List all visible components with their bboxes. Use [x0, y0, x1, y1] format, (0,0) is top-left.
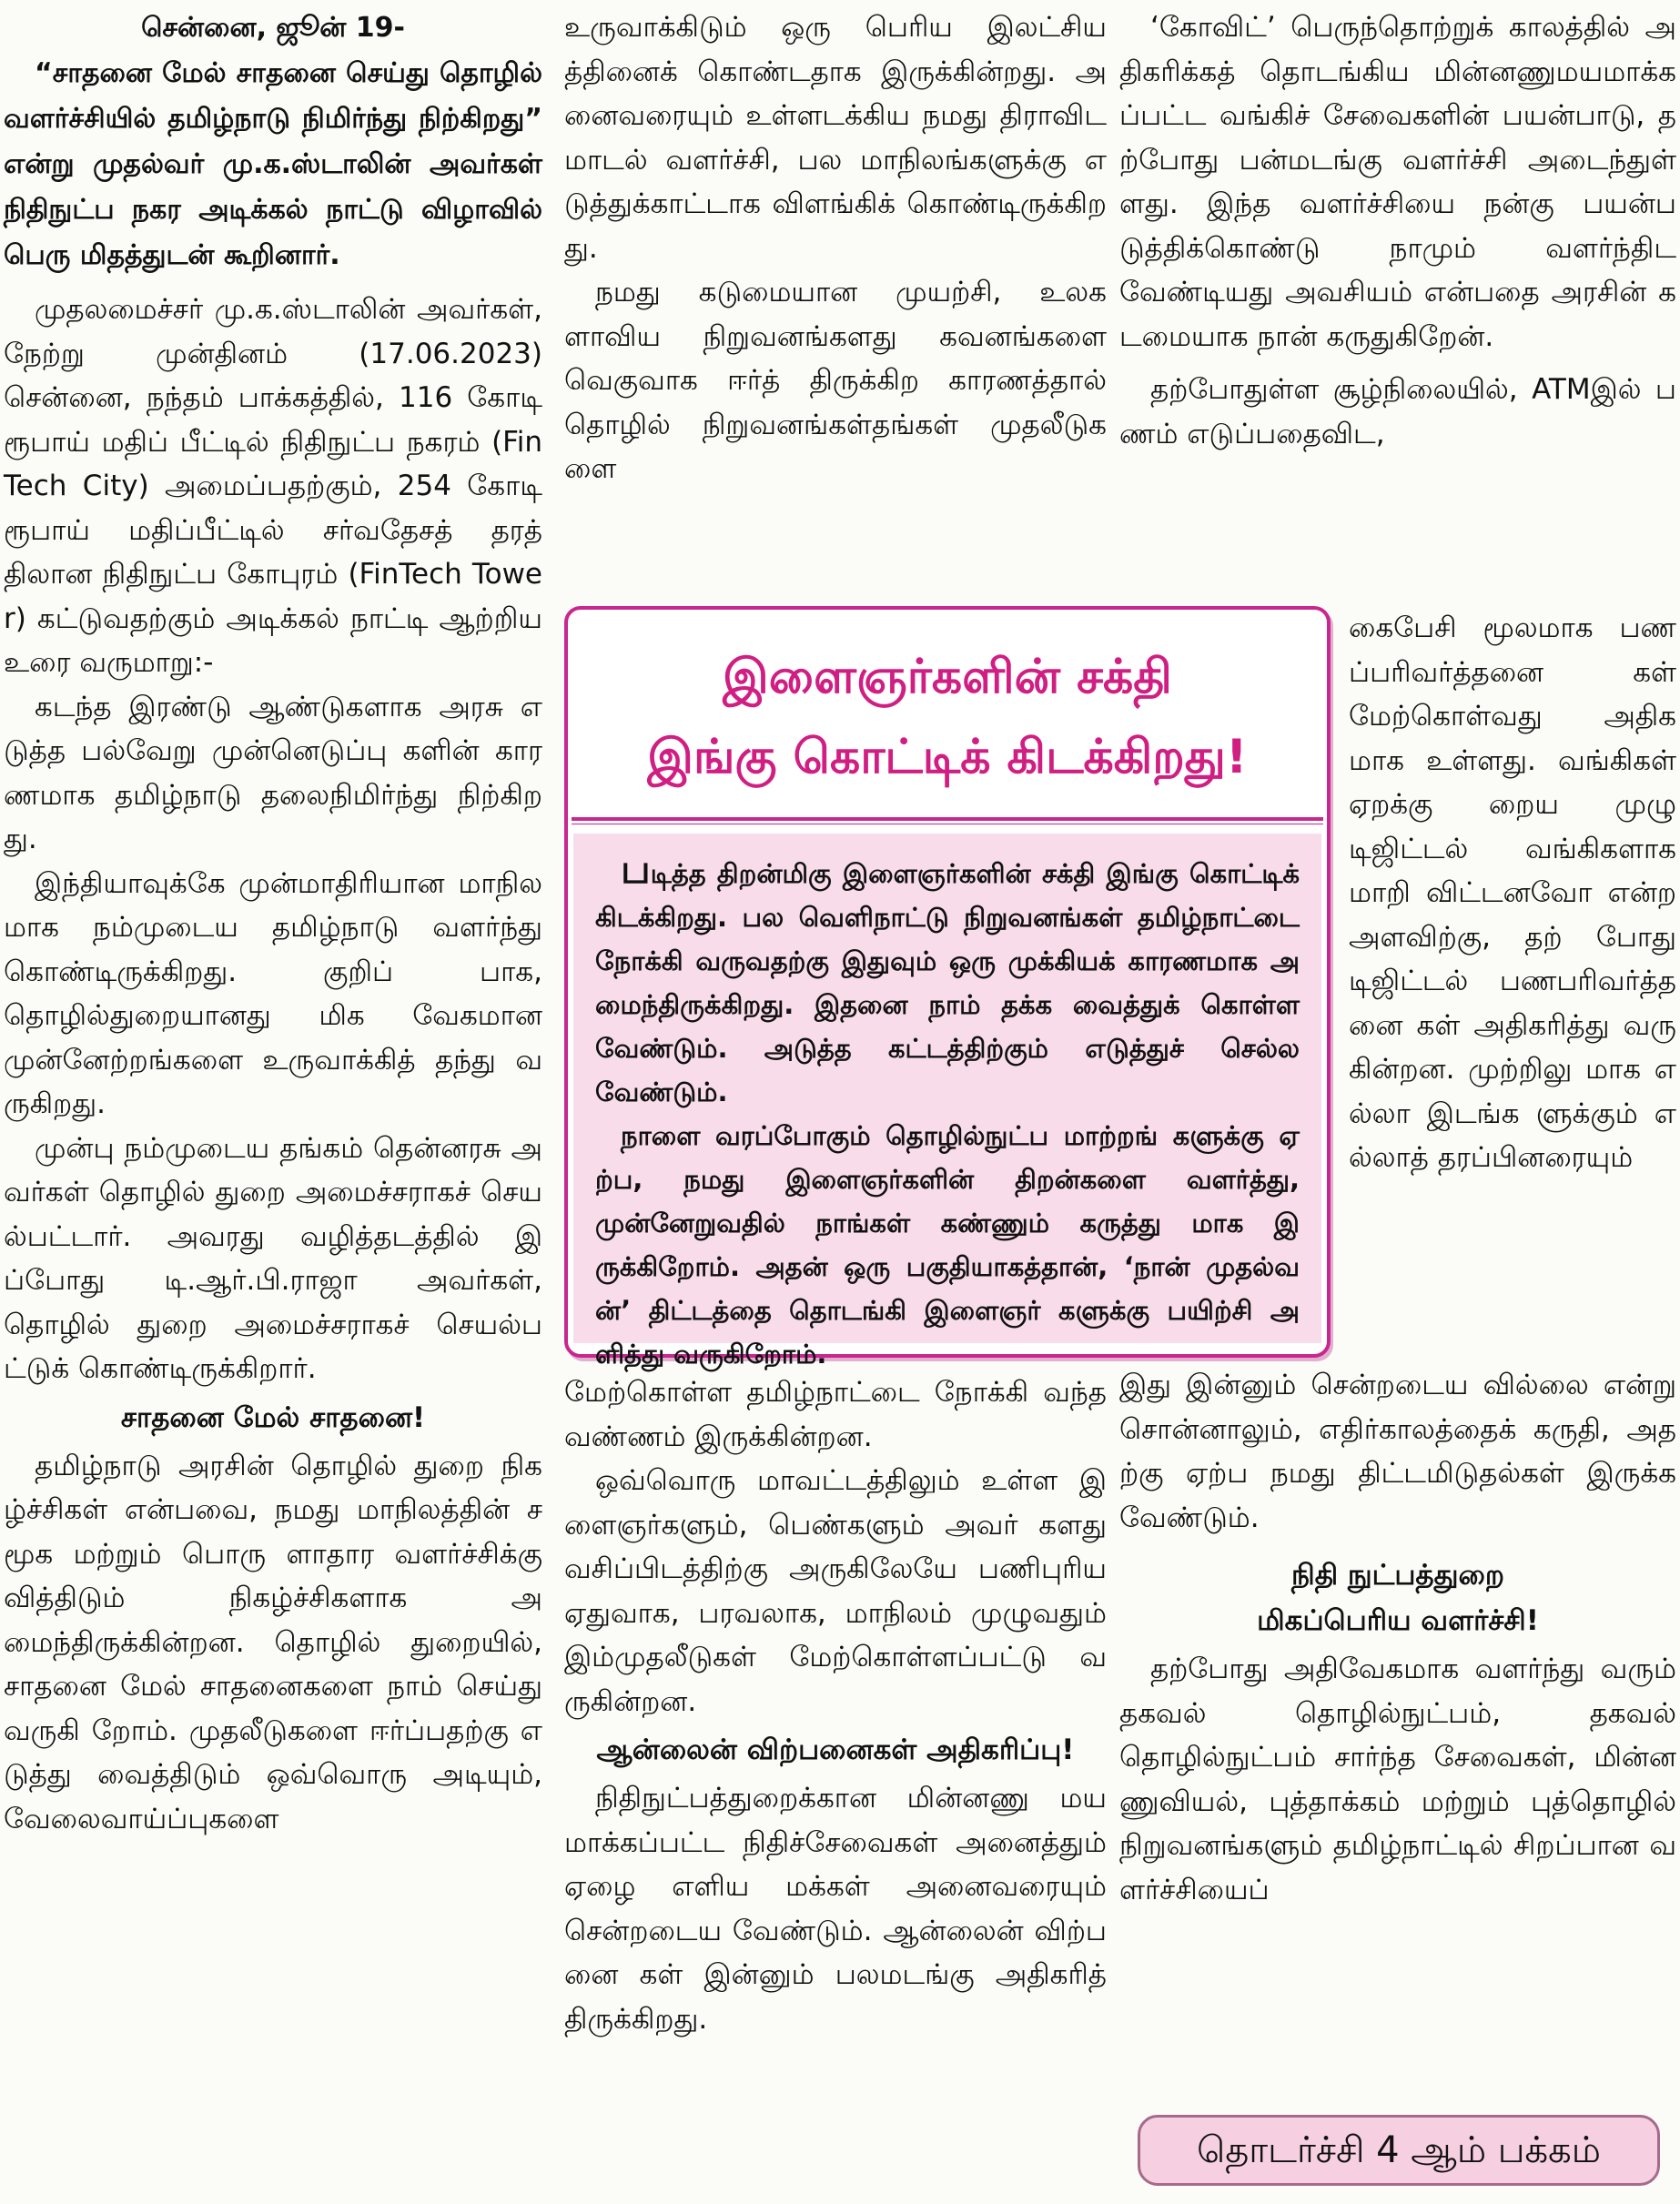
- highlight-title-line-2: இங்கு கொட்டிக் கிடக்கிறது!: [647, 730, 1248, 784]
- subheading: ஆன்லைன் விற்பனைகள் அதிகரிப்பு!: [596, 1734, 1075, 1766]
- highlight-title-line-1: இளைஞர்களின் சக்தி: [723, 650, 1172, 704]
- paragraph: ஒவ்வொரு மாவட்டத்திலும் உள்ள இளைஞர்களும், பெண்களும் அவர் களது வசிப்பிடத்திற்கு அருகிலேயே பணிபுரிய ஏதுவாக, பரவலாக, மாநிலம் முழுவதும் இம்முதலீடுகள் மேற்கொள்ளப்பட்டு வருகின்றன.: [564, 1464, 1107, 1718]
- paragraph: உருவாக்கிடும் ஒரு பெரிய இலட்சியத்தினைக் கொண்டதாக இருக்கின்றது. அனைவரையும் உள்ளடக்கிய நமது திராவிட மாடல் வளர்ச்சி, பல மாநிலங்களுக்கு எடுத்துக்காட்டாக விளங்கிக் கொண்டிருக்கிறது.: [564, 11, 1107, 265]
- paragraph: கைபேசி மூலமாக பணப்பரிவர்த்தனை கள் மேற்கொள்வது அதிகமாக உள்ளது. வங்கிகள் ஏறக்கு றைய முழு டிஜிட்டல் வங்கிகளாக மாறி விட்டனவோ என்ற அளவிற்கு, தற் போது டிஜிட்டல் பணபரிவர்த்தனை கள் அதிகரித்து வரு கின்றன. முற்றிலு மாக எல்லா இடங்க ளுக்கும் எல்லாத் தரப்பினரையும்: [1349, 612, 1676, 1174]
- column-1: [4, 5, 542, 1841]
- paragraph: முதலமைச்சர் மு.க.ஸ்டாலின் அவர்கள், நேற்று முன்தினம் (17.06.2023) சென்னை, நந்தம் பாக்கத்தில், 116 கோடி ரூபாய் மதிப் பீட்டில் நிதிநுட்ப நகரம் (FinTech City) அமைப்பதற்கும், 254 கோடி ரூபாய் மதிப்பீட்டில் சர்வதேசத் தரத் திலான நிதிநுட்ப கோபுரம் (FinTech Tower) கட்டுவதற்கும் அடிக்கல் நாட்டி ஆற்றிய உரை வருமாறு:-: [4, 293, 542, 679]
- paragraph: இந்தியாவுக்கே முன்மாதிரியான மாநிலமாக நம்முடைய தமிழ்நாடு வளர்ந்து கொண்டிருக்கிறது. குறிப் பாக, தொழில்துறையானது மிக வேகமான முன்னேற்றங்களை உருவாக்கித் தந்து வருகிறது.: [4, 866, 542, 1120]
- drop-cap: ப: [621, 846, 651, 893]
- paragraph: இது இன்னும் சென்றடைய வில்லை என்று சொன்னாலும், எதிர்காலத்தைக் கருதி, அதற்கு ஏற்ப நமது திட்டமிடுதல்கள் இருக்க வேண்டும்.: [1119, 1369, 1676, 1534]
- highlight-title: [568, 637, 1327, 797]
- highlight-paragraph: [595, 848, 1300, 1114]
- subheading: மிகப்பெரிய வளர்ச்சி!: [1257, 1604, 1539, 1637]
- column-3-bottom: [1119, 1363, 1676, 1912]
- highlight-paragraph: நாளை வரப்போகும் தொழில்நுட்ப மாற்றங் களுக்கு ஏற்ப, நமது இளைஞர்களின் திறன்களை வளர்த்து, முன்னேறுவதில் நாங்கள் கண்ணும் கருத்து மாக இருக்கிறோம். அதன் ஒரு பகுதியாகத்தான், ‘நான் முதல்வன்’ திட்டத்தை தொடங்கி இளைஞர் களுக்கு பயிற்சி அளித்து வருகிறோம்.: [595, 1120, 1300, 1370]
- column-3-narrow: [1349, 606, 1676, 1180]
- paragraph: நிதிநுட்பத்துறைக்கான மின்னணு மயமாக்கப்பட்ட நிதிச்சேவைகள் அனைத்தும் ஏழை எளிய மக்கள் அனைவரையும் சென்றடைய வேண்டும். ஆன்லைன் விற்பனை கள் இன்னும் பலமடங்கு அதிகரித் திருக்கிறது.: [564, 1782, 1107, 2036]
- column-2-bottom: [564, 1370, 1107, 2041]
- continued-on-page-4-button[interactable]: தொடர்ச்சி 4 ஆம் பக்கம்: [1138, 2115, 1660, 2186]
- subheading: நிதி நுட்பத்துறை: [1291, 1559, 1504, 1592]
- paragraph: தற்போதுள்ள சூழ்நிலையில், ATMஇல் பணம் எடுப்பதைவிட,: [1119, 373, 1676, 450]
- column-3-top: [1119, 5, 1676, 456]
- lead-paragraph: “சாதனை மேல் சாதனை செய்து தொழில் வளர்ச்சியில் தமிழ்நாடு நிமிர்ந்து நிற்கிறது” என்று முதல்வர் மு.க.ஸ்டாலின் அவர்கள் நிதிநுட்ப நகர அடிக்கல் நாட்டு விழாவில் பெரு மிதத்துடன் கூறினார்.: [4, 57, 542, 271]
- paragraph: மேற்கொள்ள தமிழ்நாட்டை நோக்கி வந்த வண்ணம் இருக்கின்றன.: [564, 1376, 1107, 1453]
- paragraph: நமது கடுமையான முயற்சி, உலகளாவிய நிறுவனங்களது கவனங்களை வெகுவாக ஈர்த் திருக்கிற காரணத்தால் தொழில் நிறுவனங்கள்தங்கள் முதலீடுகளை: [564, 276, 1107, 485]
- divider: [572, 817, 1323, 824]
- highlight-box: [564, 606, 1331, 1370]
- paragraph: கடந்த இரண்டு ஆண்டுகளாக அரசு எடுத்த பல்வேறு முன்னெடுப்பு களின் காரணமாக தமிழ்நாடு தலைநிமிர்ந்து நிற்கிறது.: [4, 690, 542, 855]
- paragraph: தமிழ்நாடு அரசின் தொழில் துறை நிகழ்ச்சிகள் என்பவை, நமது மாநிலத்தின் சமூக மற்றும் பொரு ளாதார வளர்ச்சிக்கு வித்திடும் நிகழ்ச்சிகளாக அமைந்திருக்கின்றன. தொழில் துறையில், சாதனை மேல் சாதனைகளை நாம் செய்து வருகி றோம். முதலீடுகளை ஈர்ப்பதற்கு எடுத்து வைத்திடும் ஒவ்வொரு அடியும், வேலைவாய்ப்புகளை: [4, 1449, 542, 1835]
- paragraph: ‘கோவிட்’ பெருந்தொற்றுக் காலத்தில் அதிகரிக்கத் தொடங்கிய மின்னணுமயமாக்கப்பட்ட வங்கிச் சேவைகளின் பயன்பாடு, தற்போது பன்மடங்கு வளர்ச்சி அடைந்துள் ளது. இந்த வளர்ச்சியை நன்கு பயன்படுத்திக்கொண்டு நாமும் வளர்ந்திடவேண்டியது அவசியம் என்பதை அரசின் கடமையாக நான் கருதுகிறேன்.: [1119, 11, 1676, 353]
- highlight-paragraph-text: டித்த திறன்மிகு இளைஞர்களின் சக்தி இங்கு கொட்டிக் கிடக்கிறது. பல வெளிநாட்டு நிறுவனங்கள் தமிழ்நாட்டை நோக்கி வருவதற்கு இதுவும் ஒரு முக்கியக் காரணமாக அமைந்திருக்கிறது. இதனை நாம் தக்க வைத்துக் கொள்ளவேண்டும். அடுத்த கட்டத்திற்கும் எடுத்துச் செல்லவேண்டும்.: [595, 858, 1300, 1107]
- paragraph: தற்போது அதிவேகமாக வளர்ந்து வரும் தகவல் தொழில்நுட்பம், தகவல் தொழில்நுட்பம் சார்ந்த சேவைகள், மின்னணுவியல், புத்தாக்கம் மற்றும் புத்தொழில் நிறுவனங்களும் தமிழ்நாட்டில் சிறப்பான வளர்ச்சியைப்: [1119, 1653, 1676, 1906]
- dateline: சென்னை, ஜூன் 19-: [141, 12, 405, 44]
- subheading: சாதனை மேல் சாதனை!: [120, 1400, 426, 1434]
- highlight-body: [573, 834, 1321, 1370]
- column-2-top: [564, 5, 1107, 491]
- paragraph: முன்பு நம்முடைய தங்கம் தென்னரசு அவர்கள் தொழில் துறை அமைச்சராகச் செயல்பட்டார். அவரது வழித்தடத்தில் இப்போது டி.ஆர்.பி.ராஜா அவர்கள், தொழில் துறை அமைச்சராகச் செயல்பட்டுக் கொண்டிருக்கிறார்.: [4, 1131, 542, 1385]
